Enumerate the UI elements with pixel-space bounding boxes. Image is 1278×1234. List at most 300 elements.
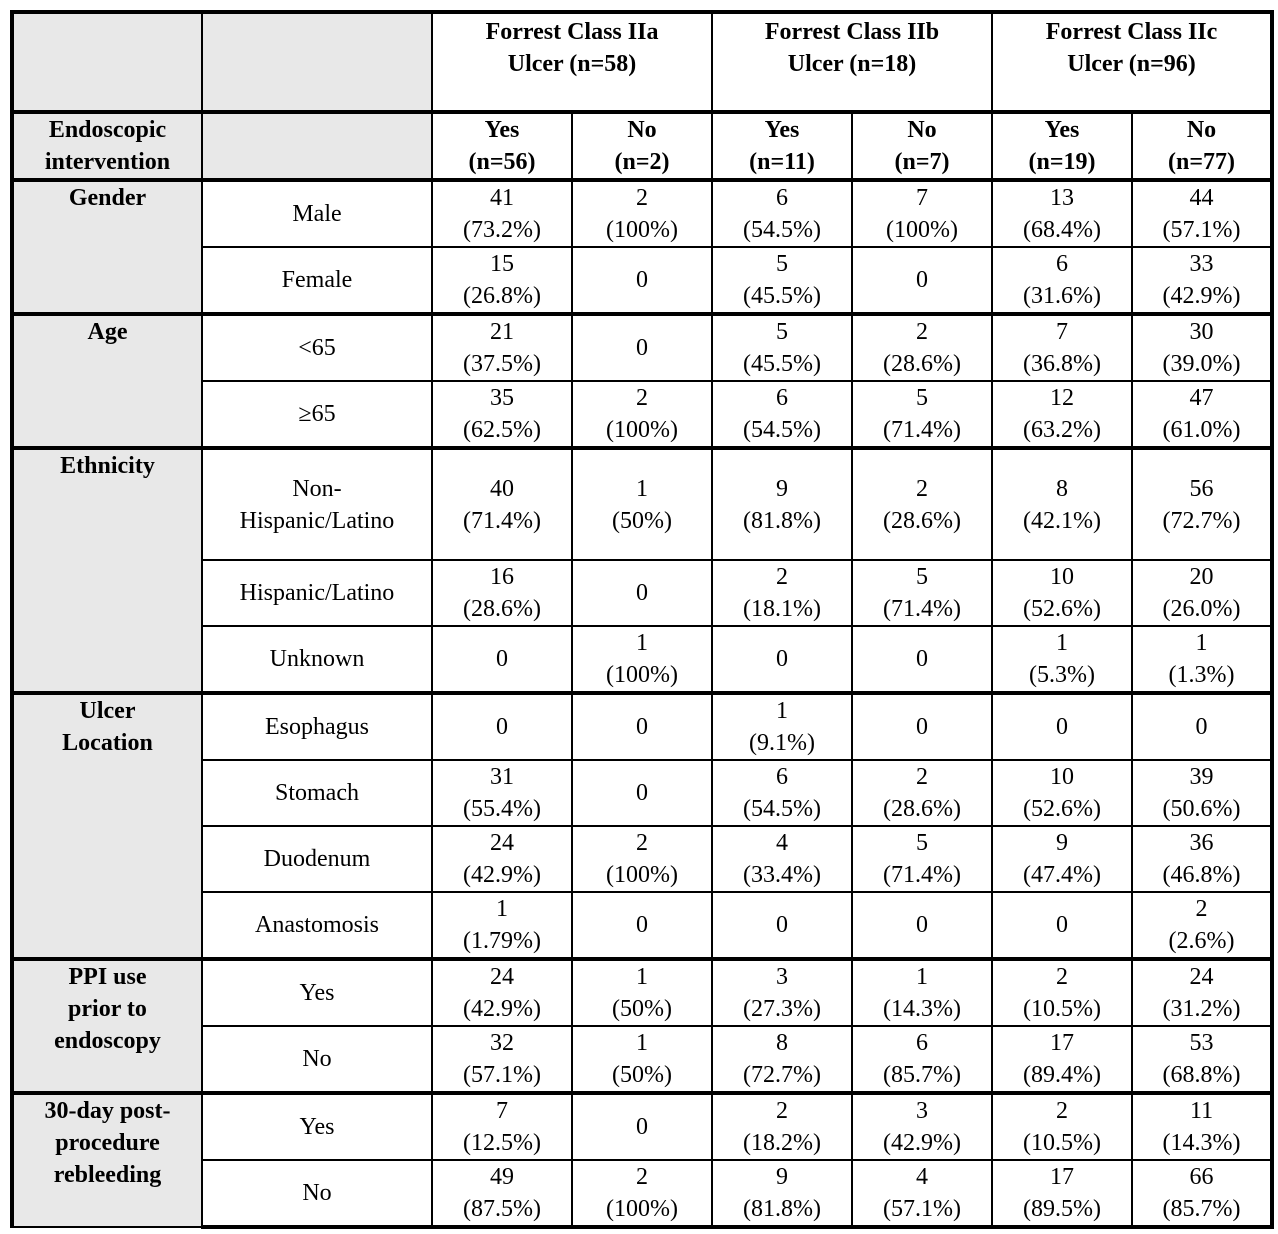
cell-count: 0 — [1056, 714, 1069, 740]
cell-count: 0 — [916, 267, 928, 293]
cell-count: 0 — [916, 912, 928, 938]
header-corner-cell — [12, 12, 202, 112]
cell-percent: (100%) — [606, 217, 678, 243]
table-row — [12, 314, 1272, 381]
cell-count: 2 — [916, 764, 928, 790]
cell-percent: (100%) — [886, 217, 958, 243]
cell-count: 2 — [776, 564, 788, 590]
cell-count: 0 — [636, 335, 648, 361]
data-cell — [992, 693, 1132, 760]
subcol-iib-no — [852, 112, 992, 180]
data-cell — [432, 693, 572, 760]
data-cell — [1132, 314, 1272, 381]
cell-percent: (57.1%) — [463, 1062, 541, 1088]
subcol-count: (n=56) — [468, 149, 536, 175]
cell-count: 6 — [916, 1030, 928, 1056]
cell-percent: (71.4%) — [883, 862, 961, 888]
subcol-label: No — [1186, 117, 1217, 143]
subcol-count: (n=7) — [894, 149, 950, 175]
data-cell — [992, 247, 1132, 314]
cell-count: 1 — [1056, 630, 1069, 656]
category-label: endoscopy — [54, 1028, 161, 1054]
row-label: ≥65 — [298, 401, 336, 427]
table-row — [12, 959, 1272, 1026]
data-cell — [852, 760, 992, 826]
cell-percent: (26.0%) — [1162, 596, 1241, 622]
row-label-cell — [202, 314, 432, 381]
data-cell — [852, 180, 992, 247]
cell-count: 5 — [916, 564, 928, 590]
table-row — [12, 1093, 1272, 1160]
cell-count: 8 — [1056, 475, 1069, 502]
data-cell — [712, 693, 852, 760]
row-label-cell — [202, 448, 432, 560]
row-label: Unknown — [269, 646, 365, 672]
data-cell — [992, 180, 1132, 247]
data-cell — [572, 826, 712, 892]
cell-count: 4 — [916, 1164, 928, 1190]
cell-count: 1 — [636, 630, 648, 656]
data-cell — [712, 959, 852, 1026]
data-cell — [712, 560, 852, 626]
data-cell — [992, 1093, 1132, 1160]
cell-percent: (100%) — [606, 417, 678, 443]
cell-count: 2 — [1195, 896, 1208, 922]
cell-percent: (47.4%) — [1023, 862, 1101, 888]
cell-percent: (31.2%) — [1162, 996, 1241, 1022]
cell-percent: (50%) — [612, 996, 672, 1022]
cell-percent: (2.6%) — [1168, 928, 1235, 954]
cell-count: 36 — [1189, 830, 1214, 856]
row-label: Esophagus — [265, 714, 369, 740]
row-label-cell — [202, 626, 432, 693]
cell-count: 1 — [636, 964, 648, 990]
cell-count: 10 — [1050, 564, 1075, 590]
category-cell — [12, 693, 202, 959]
cell-count: 9 — [776, 1164, 788, 1190]
cell-percent: (57.1%) — [1162, 217, 1241, 243]
cell-percent: (9.1%) — [749, 730, 815, 756]
category-label: Age — [87, 319, 128, 345]
cell-percent: (42.9%) — [463, 862, 541, 888]
cell-count: 6 — [776, 764, 788, 790]
data-cell — [712, 826, 852, 892]
cell-percent: (100%) — [606, 662, 678, 688]
data-cell — [1132, 892, 1272, 959]
ulcer-intervention-table — [10, 10, 1274, 1229]
cell-count: 6 — [776, 185, 788, 211]
data-cell — [432, 381, 572, 448]
cell-percent: (81.8%) — [743, 1196, 821, 1222]
cell-percent: (18.1%) — [743, 596, 821, 622]
row-label: No — [302, 1046, 332, 1072]
cell-count: 24 — [490, 964, 514, 990]
cell-count: 2 — [636, 185, 648, 211]
cell-count: 0 — [916, 646, 928, 672]
cell-count: 0 — [496, 646, 508, 672]
cell-percent: (54.5%) — [743, 417, 821, 443]
cell-percent: (27.3%) — [743, 996, 821, 1022]
table-row — [12, 448, 1272, 560]
subheader-blank-cell — [202, 112, 432, 180]
cell-percent: (50%) — [612, 1062, 672, 1088]
group-header-iic — [992, 12, 1272, 112]
subcol-iia-no — [572, 112, 712, 180]
data-cell — [712, 626, 852, 693]
header-blank-cell — [202, 12, 432, 112]
subcol-iib-yes — [712, 112, 852, 180]
data-cell — [572, 760, 712, 826]
cell-percent: (42.9%) — [883, 1130, 961, 1156]
cell-count: 24 — [1189, 964, 1214, 990]
cell-percent: (28.6%) — [463, 596, 541, 622]
data-cell — [852, 626, 992, 693]
cell-count: 66 — [1189, 1164, 1214, 1190]
cell-count: 3 — [916, 1098, 928, 1124]
data-cell — [1132, 826, 1272, 892]
data-cell — [572, 1160, 712, 1227]
cell-count: 8 — [776, 1030, 788, 1056]
cell-percent: (37.5%) — [463, 351, 541, 377]
cell-percent: (50%) — [612, 507, 672, 534]
row-label: Hispanic/Latino — [239, 507, 395, 534]
cell-percent: (39.0%) — [1162, 351, 1241, 377]
cell-count: 9 — [1056, 830, 1069, 856]
data-cell — [712, 1026, 852, 1093]
data-cell — [572, 314, 712, 381]
cell-percent: (68.4%) — [1023, 217, 1101, 243]
row-label-cell — [202, 959, 432, 1026]
category-label: Ethnicity — [60, 453, 155, 479]
row-label-cell — [202, 560, 432, 626]
cell-percent: (72.7%) — [1162, 507, 1241, 534]
cell-count: 4 — [776, 830, 788, 856]
row-label-cell — [202, 381, 432, 448]
data-cell — [572, 1026, 712, 1093]
cell-count: 39 — [1189, 764, 1214, 790]
cell-count: 30 — [1189, 319, 1214, 345]
group-title-line2: Ulcer (n=18) — [787, 51, 917, 77]
data-cell — [992, 959, 1132, 1026]
cell-count: 35 — [490, 385, 514, 411]
cell-percent: (1.79%) — [463, 928, 541, 954]
cell-percent: (68.8%) — [1162, 1062, 1241, 1088]
data-cell — [432, 314, 572, 381]
group-title-line2: Ulcer (n=96) — [1067, 51, 1196, 77]
data-cell — [712, 1160, 852, 1227]
cell-percent: (89.5%) — [1023, 1196, 1101, 1222]
row-label: No — [302, 1180, 332, 1206]
cell-percent: (63.2%) — [1023, 417, 1101, 443]
row-label: Anastomosis — [254, 912, 379, 938]
data-cell — [852, 959, 992, 1026]
cell-count: 6 — [1056, 251, 1069, 277]
data-cell — [432, 180, 572, 247]
category-label: rebleeding — [53, 1162, 162, 1188]
cell-percent: (42.1%) — [1023, 507, 1101, 534]
row-label-cell — [202, 180, 432, 247]
cell-count: 13 — [1050, 185, 1075, 211]
data-cell — [992, 626, 1132, 693]
data-cell — [432, 1160, 572, 1227]
subcol-label: Yes — [484, 117, 520, 143]
cell-percent: (5.3%) — [1029, 662, 1095, 688]
cell-percent: (62.5%) — [463, 417, 541, 443]
row-label: Yes — [299, 1114, 335, 1140]
data-cell — [852, 826, 992, 892]
category-label: Ulcer — [79, 698, 136, 724]
cell-percent: (42.9%) — [1162, 283, 1241, 309]
cell-count: 1 — [636, 475, 648, 502]
cell-count: 6 — [776, 385, 788, 411]
data-cell — [432, 560, 572, 626]
subheader-row — [12, 112, 1272, 180]
cell-percent: (81.8%) — [743, 507, 821, 534]
cell-percent: (73.2%) — [463, 217, 541, 243]
data-cell — [992, 1160, 1132, 1227]
cell-percent: (72.7%) — [743, 1062, 821, 1088]
cell-percent: (54.5%) — [743, 796, 821, 822]
cell-count: 0 — [1195, 714, 1208, 740]
data-cell — [852, 1160, 992, 1227]
data-cell — [572, 560, 712, 626]
cell-count: 0 — [636, 912, 648, 938]
data-cell — [572, 892, 712, 959]
data-cell — [992, 892, 1132, 959]
cell-count: 31 — [490, 764, 514, 790]
data-cell — [852, 892, 992, 959]
cell-percent: (45.5%) — [743, 283, 821, 309]
category-label: 30-day post- — [44, 1098, 171, 1124]
cell-count: 1 — [636, 1030, 648, 1056]
row-label-cell — [202, 247, 432, 314]
data-cell — [992, 760, 1132, 826]
cell-count: 1 — [916, 964, 928, 990]
cell-percent: (61.0%) — [1162, 417, 1241, 443]
cell-count: 1 — [776, 698, 788, 724]
cell-count: 0 — [636, 1114, 648, 1140]
cell-percent: (100%) — [606, 862, 678, 888]
cell-count: 40 — [490, 475, 514, 502]
cell-percent: (46.8%) — [1162, 862, 1241, 888]
cell-count: 3 — [776, 964, 788, 990]
cell-count: 24 — [490, 830, 514, 856]
cell-percent: (89.4%) — [1023, 1062, 1101, 1088]
cell-count: 7 — [916, 185, 928, 211]
data-cell — [572, 247, 712, 314]
cell-count: 5 — [776, 251, 788, 277]
cell-count: 0 — [636, 714, 648, 740]
data-cell — [432, 1026, 572, 1093]
cell-count: 0 — [916, 714, 928, 740]
cell-count: 7 — [1056, 319, 1069, 345]
cell-count: 2 — [916, 319, 928, 345]
cell-count: 2 — [1056, 964, 1069, 990]
cell-count: 15 — [490, 251, 514, 277]
cell-percent: (52.6%) — [1023, 596, 1101, 622]
category-label: PPI use — [68, 964, 147, 990]
cell-count: 49 — [490, 1164, 514, 1190]
cell-percent: (28.6%) — [883, 351, 961, 377]
row-label-cell — [202, 760, 432, 826]
row-label: <65 — [298, 335, 336, 361]
cell-percent: (45.5%) — [743, 351, 821, 377]
data-cell — [712, 760, 852, 826]
cell-count: 5 — [776, 319, 788, 345]
subcol-count: (n=77) — [1168, 149, 1236, 175]
intervention-label-cell — [12, 112, 202, 180]
cell-count: 5 — [916, 830, 928, 856]
intervention-label-line2: intervention — [44, 149, 171, 175]
row-label-cell — [202, 693, 432, 760]
cell-count: 2 — [636, 385, 648, 411]
cell-count: 47 — [1189, 385, 1214, 411]
row-label: Duodenum — [263, 846, 371, 872]
data-cell — [1132, 247, 1272, 314]
data-cell — [572, 180, 712, 247]
cell-count: 20 — [1189, 564, 1214, 590]
data-cell — [572, 693, 712, 760]
data-cell — [572, 1093, 712, 1160]
data-cell — [852, 381, 992, 448]
row-label: Non- — [292, 475, 342, 502]
data-cell — [1132, 693, 1272, 760]
data-cell — [572, 448, 712, 560]
intervention-label-line1: Endoscopic — [48, 117, 167, 143]
cell-count: 17 — [1050, 1164, 1075, 1190]
row-label-cell — [202, 1160, 432, 1227]
cell-count: 9 — [776, 475, 788, 502]
cell-count: 0 — [1056, 912, 1069, 938]
cell-percent: (57.1%) — [883, 1196, 961, 1222]
category-cell — [12, 959, 202, 1093]
data-cell — [572, 626, 712, 693]
cell-percent: (31.6%) — [1023, 283, 1101, 309]
cell-percent: (33.4%) — [743, 862, 821, 888]
cell-count: 44 — [1189, 185, 1214, 211]
category-cell — [12, 180, 202, 314]
cell-percent: (10.5%) — [1023, 1130, 1101, 1156]
data-cell — [432, 626, 572, 693]
cell-percent: (36.8%) — [1023, 351, 1101, 377]
group-title-line1: Forrest Class IIb — [764, 19, 940, 45]
cell-percent: (14.3%) — [883, 996, 961, 1022]
cell-percent: (85.7%) — [1162, 1196, 1241, 1222]
subcol-iic-no — [1132, 112, 1272, 180]
cell-percent: (55.4%) — [463, 796, 541, 822]
subcol-label: Yes — [1044, 117, 1080, 143]
cell-percent: (18.2%) — [743, 1130, 821, 1156]
cell-count: 32 — [490, 1030, 514, 1056]
data-cell — [852, 1093, 992, 1160]
data-cell — [992, 826, 1132, 892]
data-cell — [712, 892, 852, 959]
subcol-count: (n=11) — [749, 149, 815, 175]
subcol-label: No — [627, 117, 657, 143]
category-label: Location — [62, 730, 153, 756]
cell-count: 2 — [1056, 1098, 1069, 1124]
row-label-cell — [202, 1026, 432, 1093]
group-title-line2: Ulcer (n=58) — [507, 51, 637, 77]
cell-count: 53 — [1189, 1030, 1214, 1056]
group-title-line1: Forrest Class IIa — [485, 19, 659, 45]
data-cell — [572, 959, 712, 1026]
data-cell — [852, 693, 992, 760]
data-cell — [852, 1026, 992, 1093]
data-cell — [1132, 959, 1272, 1026]
data-cell — [852, 560, 992, 626]
row-label-cell — [202, 826, 432, 892]
data-cell — [1132, 560, 1272, 626]
data-cell — [992, 1026, 1132, 1093]
cell-count: 0 — [776, 646, 788, 672]
cell-count: 21 — [490, 319, 514, 345]
data-cell — [852, 247, 992, 314]
data-cell — [572, 381, 712, 448]
cell-count: 2 — [776, 1098, 788, 1124]
cell-percent: (54.5%) — [743, 217, 821, 243]
data-cell — [432, 892, 572, 959]
cell-percent: (52.6%) — [1023, 796, 1101, 822]
cell-count: 1 — [496, 896, 508, 922]
cell-percent: (85.7%) — [883, 1062, 961, 1088]
group-header-iib — [712, 12, 992, 112]
data-cell — [712, 247, 852, 314]
row-label: Female — [281, 267, 353, 293]
data-cell — [1132, 760, 1272, 826]
cell-percent: (28.6%) — [883, 796, 961, 822]
group-header-iia — [432, 12, 712, 112]
cell-percent: (71.4%) — [883, 596, 961, 622]
row-label: Hispanic/Latino — [239, 580, 395, 606]
cell-percent: (71.4%) — [883, 417, 961, 443]
data-cell — [712, 180, 852, 247]
subcol-count: (n=19) — [1028, 149, 1096, 175]
data-cell — [992, 381, 1132, 448]
cell-count: 2 — [636, 830, 648, 856]
cell-count: 33 — [1189, 251, 1214, 277]
data-cell — [712, 448, 852, 560]
table-row — [12, 693, 1272, 760]
cell-count: 0 — [776, 912, 788, 938]
category-cell — [12, 314, 202, 448]
cell-percent: (50.6%) — [1162, 796, 1241, 822]
category-label: procedure — [55, 1130, 160, 1156]
cell-count: 0 — [636, 580, 648, 606]
cell-percent: (26.8%) — [463, 283, 541, 309]
cell-percent: (87.5%) — [463, 1196, 541, 1222]
row-label-cell — [202, 892, 432, 959]
cell-percent: (71.4%) — [463, 507, 541, 534]
row-label-cell — [202, 1093, 432, 1160]
data-cell — [992, 560, 1132, 626]
cell-percent: (12.5%) — [463, 1130, 541, 1156]
cell-percent: (100%) — [606, 1196, 678, 1222]
row-label: Stomach — [275, 780, 359, 806]
cell-count: 17 — [1050, 1030, 1075, 1056]
cell-percent: (28.6%) — [883, 507, 961, 534]
data-cell — [852, 314, 992, 381]
cell-count: 2 — [916, 475, 928, 502]
data-cell — [432, 247, 572, 314]
cell-percent: (10.5%) — [1023, 996, 1101, 1022]
cell-count: 10 — [1050, 764, 1075, 790]
table-row — [12, 180, 1272, 247]
cell-count: 7 — [496, 1098, 508, 1124]
cell-count: 56 — [1189, 475, 1214, 502]
row-label: Yes — [299, 980, 335, 1006]
category-label: prior to — [68, 996, 147, 1022]
